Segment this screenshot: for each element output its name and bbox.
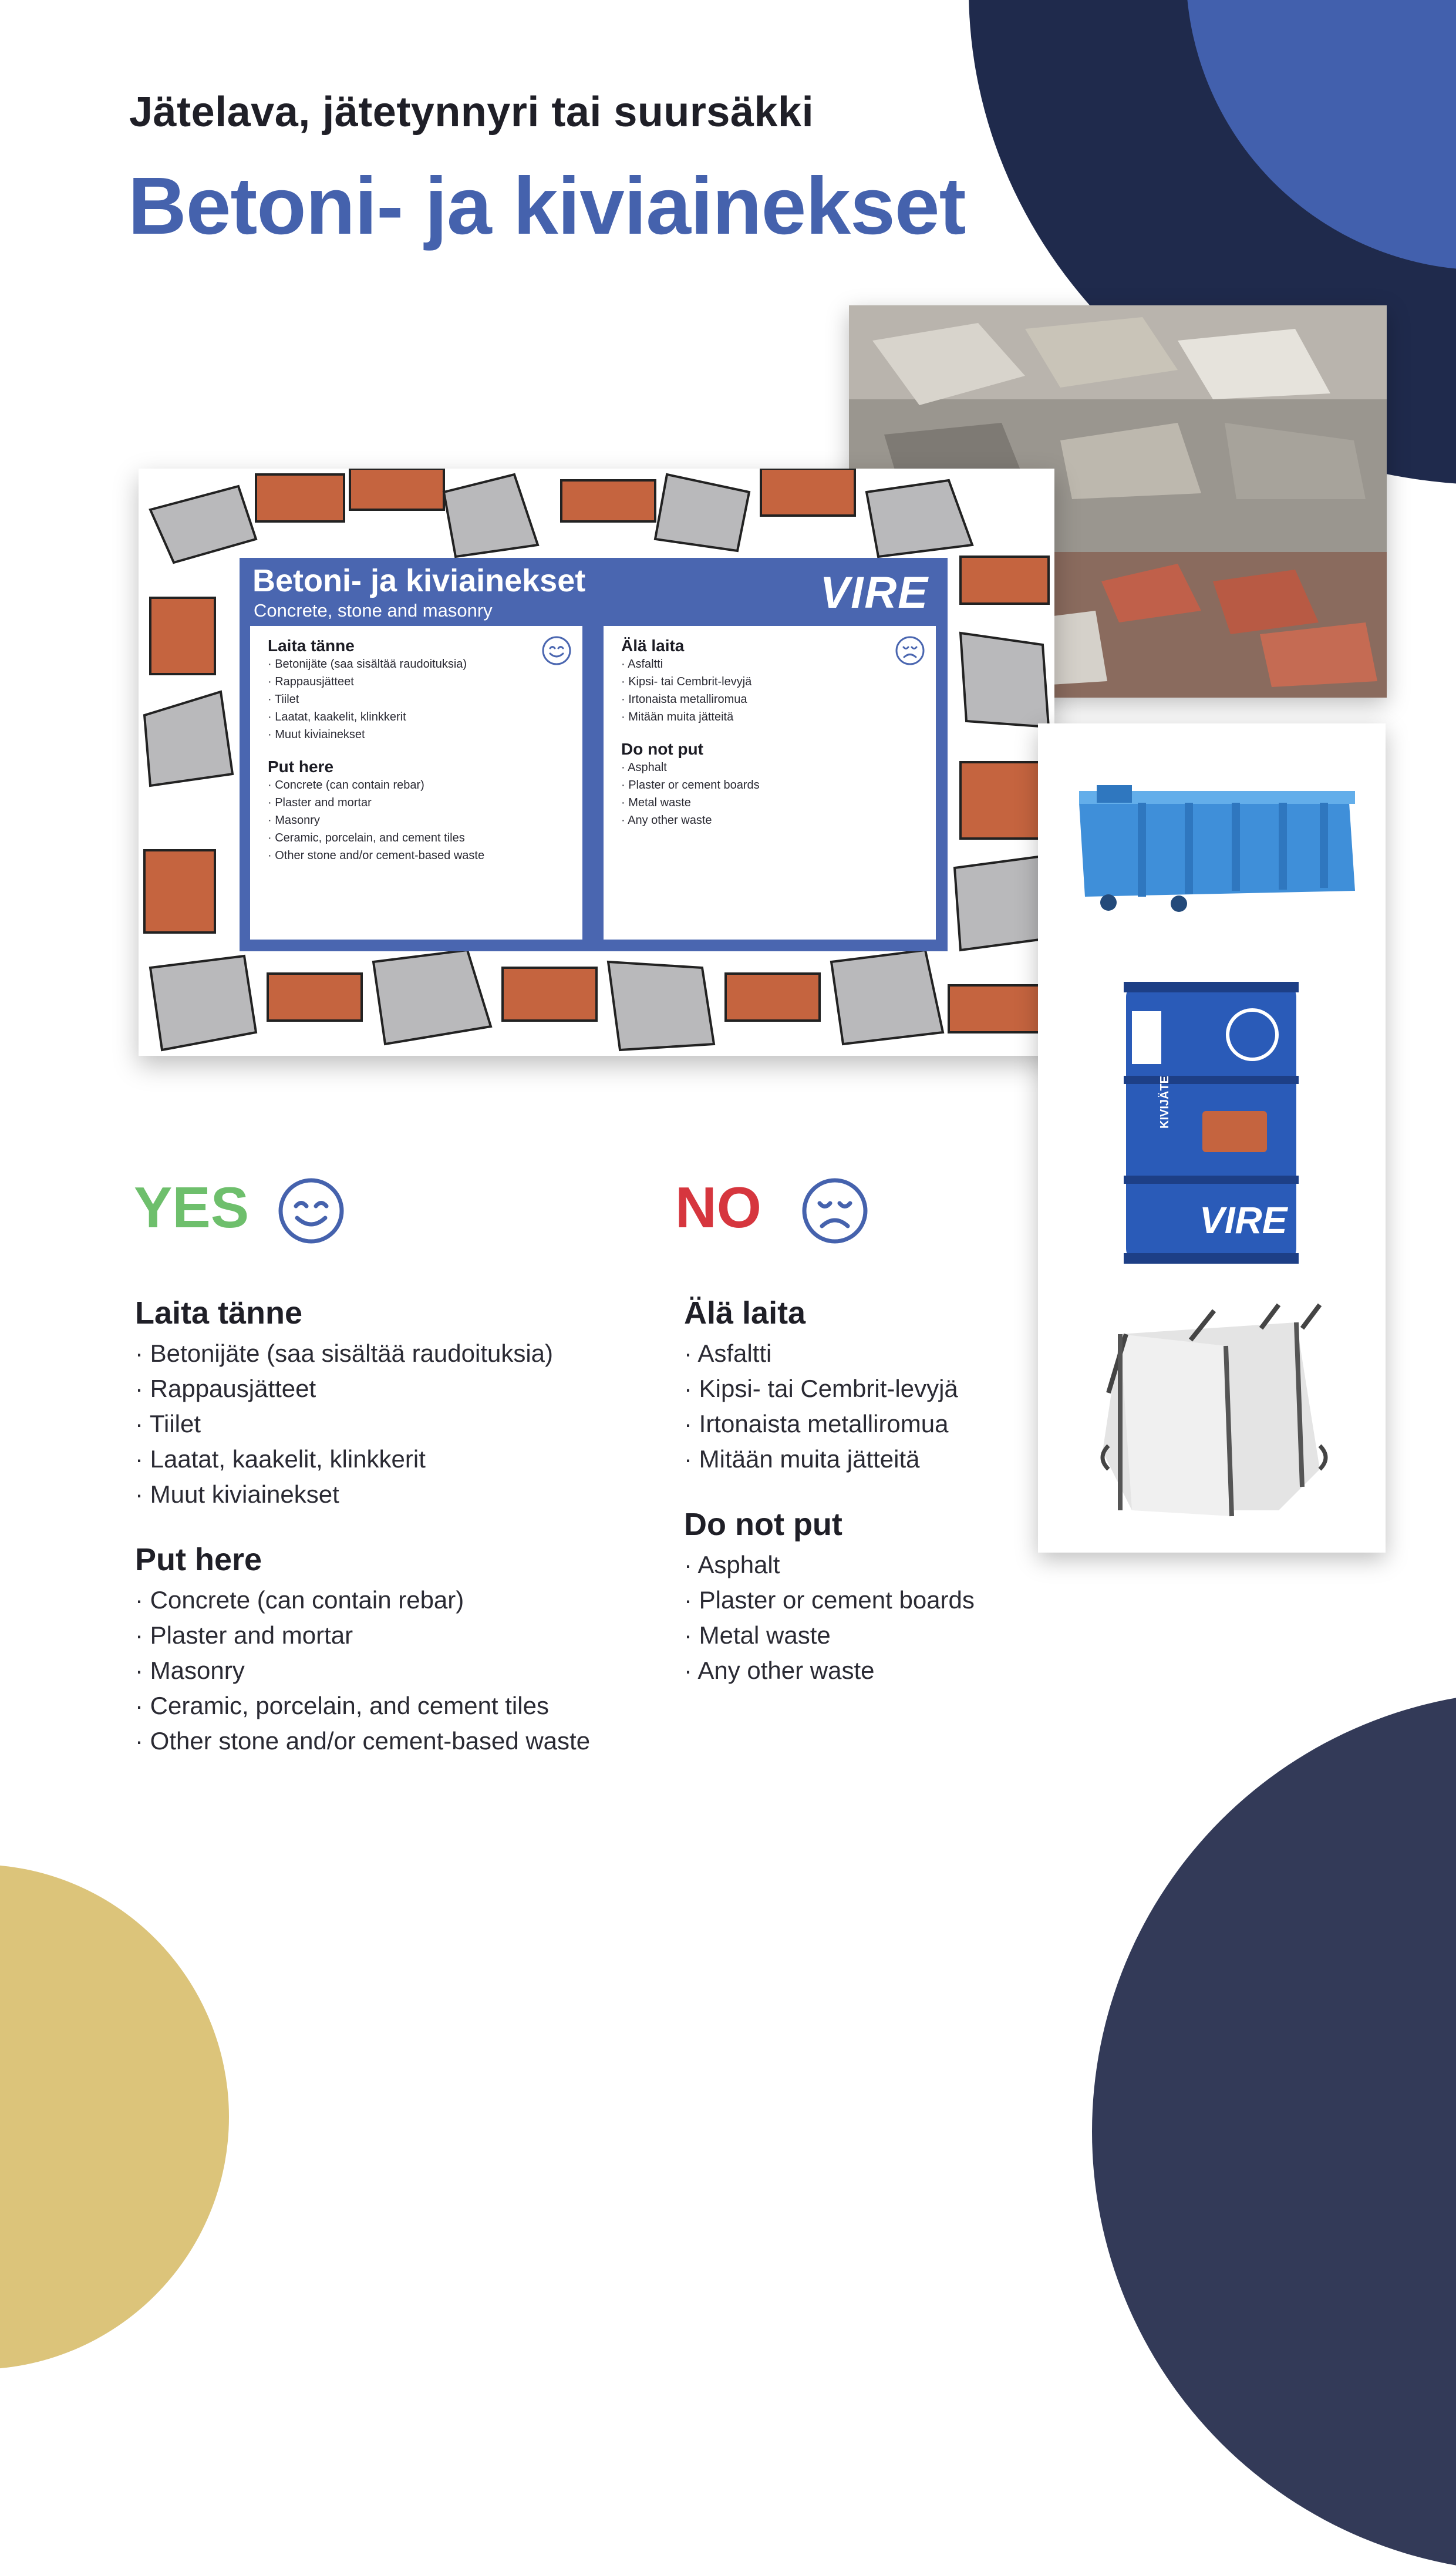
yes-fi-heading: Laita tänne — [135, 1295, 303, 1331]
list-item: · Concrete (can contain rebar) — [135, 1586, 464, 1614]
list-item: · Concrete (can contain rebar) — [268, 779, 424, 792]
sign-yes-column — [250, 626, 582, 940]
list-item: · Tiilet — [135, 1410, 201, 1438]
yes-fi-list — [135, 1295, 553, 1512]
containers-card — [1038, 723, 1386, 1553]
sign-no-en-heading: Do not put — [621, 740, 703, 758]
vire-logo: VIRE — [820, 568, 929, 618]
list-item: · Laatat, kaakelit, klinkkerit — [135, 1445, 426, 1473]
no-fi-list — [684, 1295, 958, 1477]
list-item: · Plaster and mortar — [135, 1621, 353, 1649]
sign-card — [139, 469, 1054, 1056]
list-item: · Tiilet — [268, 693, 299, 706]
yes-en-list — [135, 1541, 590, 1759]
list-item: · Muut kiviainekset — [268, 728, 365, 741]
list-item: · Metal waste — [684, 1621, 831, 1649]
list-item: · Betonijäte (saa sisältää raudoituksia) — [268, 658, 467, 671]
list-item: · Other stone and/or cement-based waste — [135, 1727, 591, 1755]
barrel-label: KIVIJÄTE — [1158, 1075, 1171, 1129]
list-item: · Any other waste — [684, 1657, 875, 1684]
list-item: · Masonry — [268, 814, 320, 827]
navy-circle-bottom-right — [1092, 1691, 1456, 2572]
list-item: · Ceramic, porcelain, and cement tiles — [135, 1692, 549, 1719]
list-item: · Plaster or cement boards — [621, 779, 760, 792]
list-item: · Betonijäte (saa sisältää raudoituksia) — [135, 1339, 554, 1367]
list-item: · Asfaltti — [684, 1339, 772, 1367]
happy-face-icon — [277, 1177, 345, 1245]
sign-panel — [240, 558, 948, 951]
barrel-image — [1120, 976, 1302, 1270]
sign-title: Betoni- ja kiviainekset — [252, 563, 586, 598]
list-item: · Asfaltti — [621, 658, 663, 671]
gold-circle-bottom-left — [0, 1864, 229, 2369]
list-item: · Irtonaista metalliromua — [621, 693, 747, 706]
no-fi-heading: Älä laita — [684, 1295, 806, 1331]
sign-no-column — [604, 626, 936, 940]
sad-face-icon — [895, 635, 925, 666]
sign-subtitle: Concrete, stone and masonry — [254, 600, 493, 621]
page-subtitle: Jätelava, jätetynnyri tai suursäkki — [129, 89, 814, 136]
list-item: · Kipsi- tai Cembrit-levyjä — [621, 675, 752, 688]
list-item: · Plaster and mortar — [268, 796, 372, 809]
list-item: · Laatat, kaakelit, klinkkerit — [268, 711, 406, 723]
list-item: · Plaster or cement boards — [684, 1586, 975, 1614]
no-en-list — [684, 1506, 975, 1688]
list-item: · Asphalt — [684, 1551, 780, 1578]
happy-face-icon — [541, 635, 572, 666]
sad-face-icon — [801, 1177, 869, 1245]
list-item: · Ceramic, porcelain, and cement tiles — [268, 831, 465, 844]
list-item: · Rappausjätteet — [135, 1375, 316, 1402]
barrel-logo: VIRE — [1199, 1199, 1288, 1241]
no-en-heading: Do not put — [684, 1507, 842, 1542]
list-item: · Muut kiviainekset — [135, 1480, 339, 1508]
list-item: · Asphalt — [621, 761, 667, 774]
yes-en-heading: Put here — [135, 1542, 262, 1577]
yes-label: YES — [134, 1175, 250, 1240]
list-item: · Any other waste — [621, 814, 712, 827]
sign-no-fi-heading: Älä laita — [621, 637, 685, 655]
list-item: · Mitään muita jätteitä — [684, 1445, 920, 1473]
list-item: · Other stone and/or cement-based waste — [268, 849, 485, 862]
dumpster-image — [1073, 779, 1367, 926]
page-title: Betoni- ja kiviainekset — [128, 161, 966, 251]
list-item: · Masonry — [135, 1657, 245, 1684]
list-item: · Rappausjätteet — [268, 675, 354, 688]
list-item: · Irtonaista metalliromua — [684, 1410, 949, 1438]
bulk-bag-image — [1085, 1299, 1343, 1534]
sign-yes-en-heading: Put here — [268, 758, 334, 776]
sign-yes-fi-heading: Laita tänne — [268, 637, 355, 655]
list-item: · Metal waste — [621, 796, 691, 809]
no-label: NO — [675, 1175, 761, 1240]
list-item: · Mitään muita jätteitä — [621, 711, 734, 723]
list-item: · Kipsi- tai Cembrit-levyjä — [684, 1375, 958, 1402]
